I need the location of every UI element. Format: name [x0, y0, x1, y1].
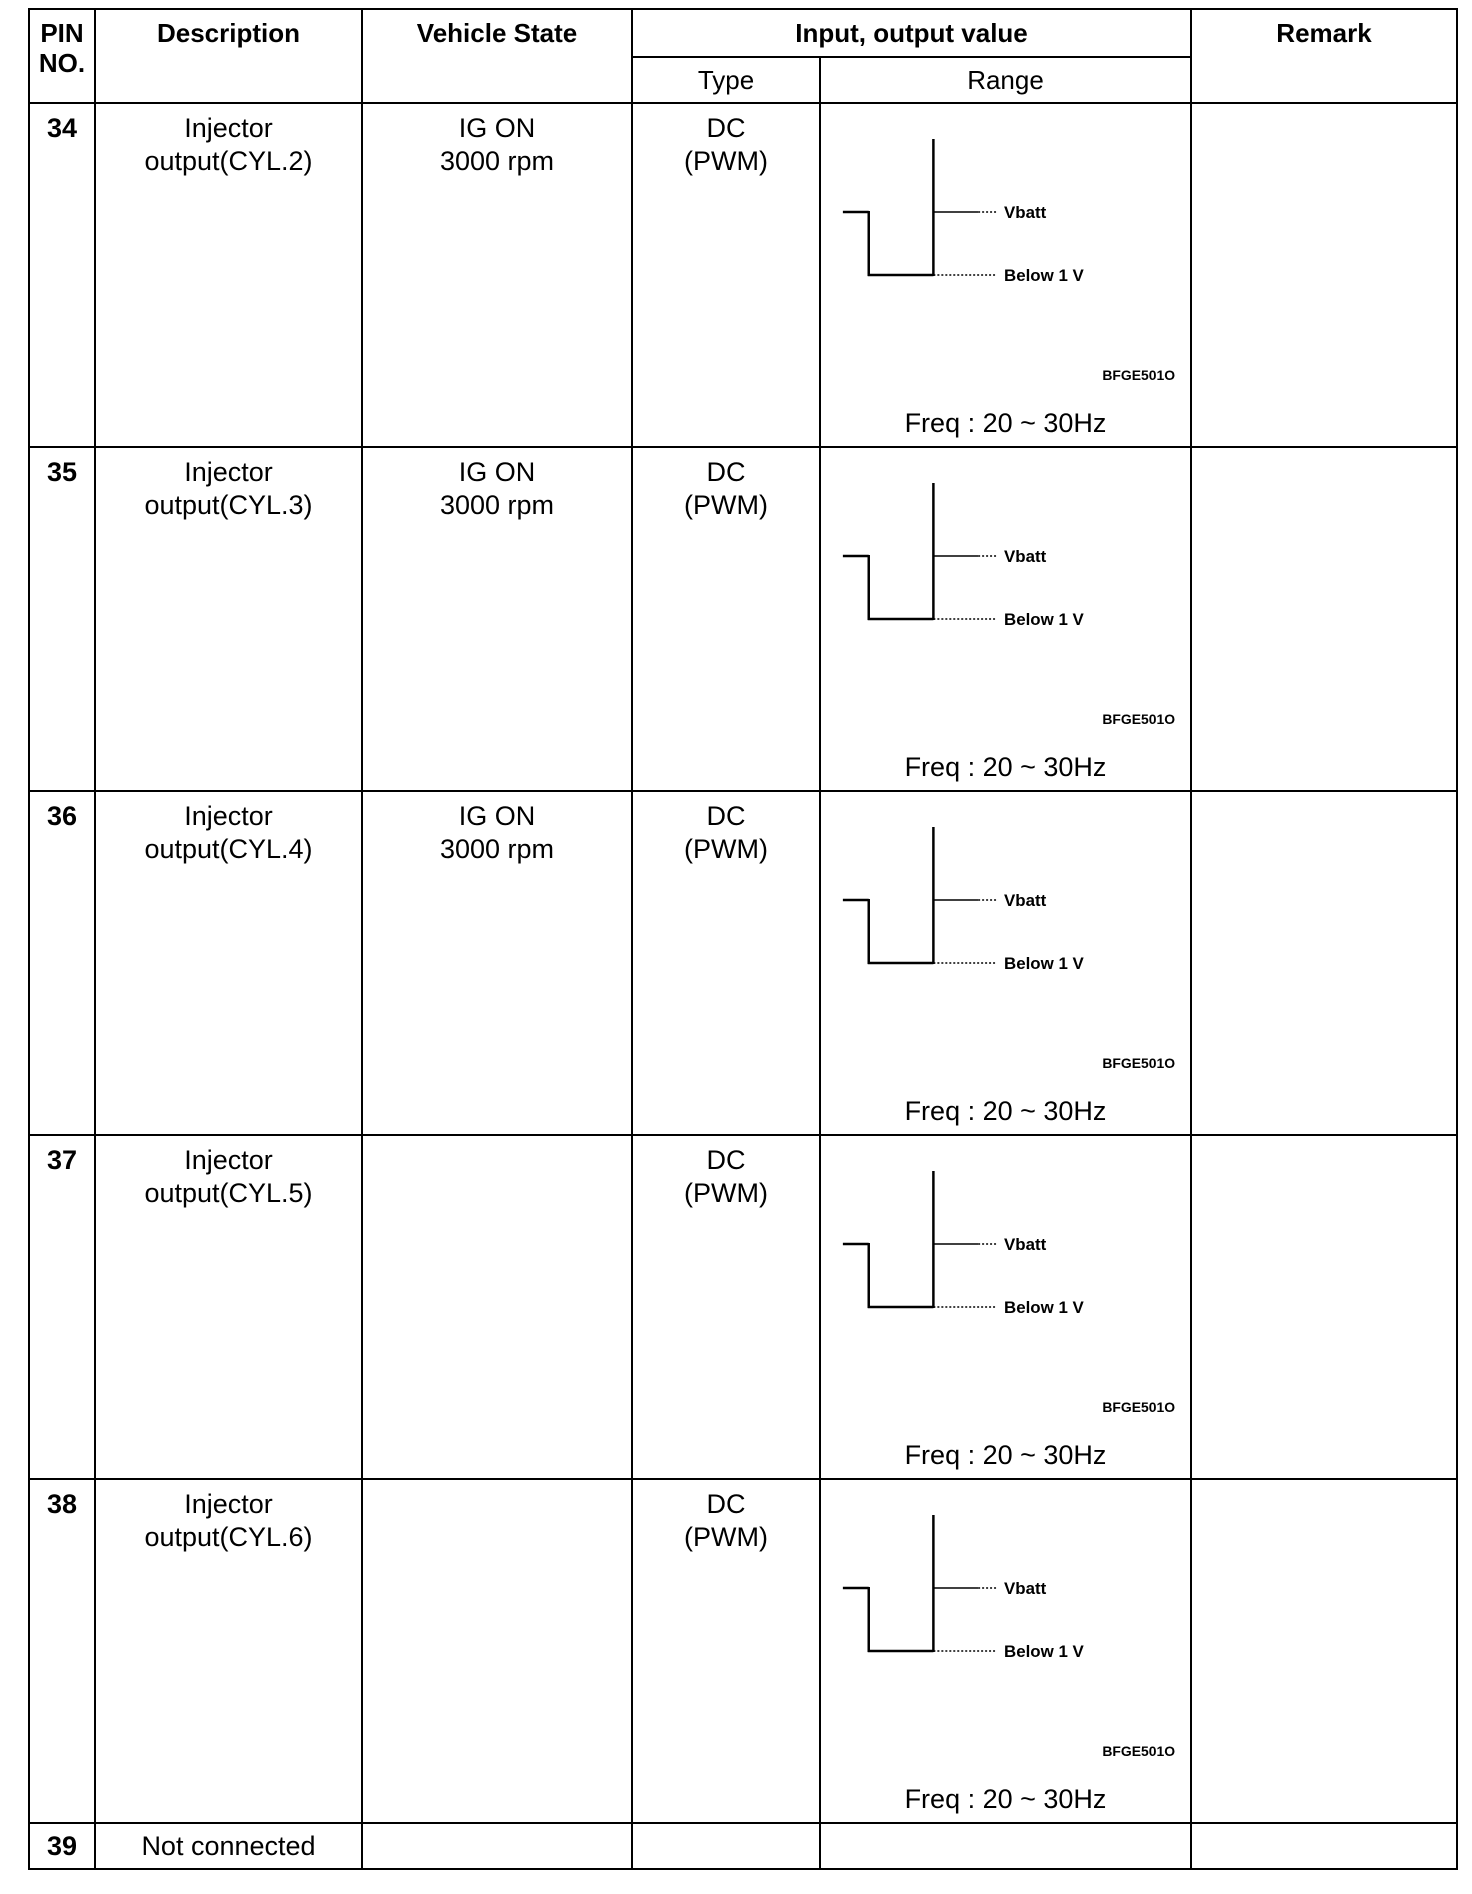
range-cell [820, 1135, 1191, 1479]
pin-number: 38 [46, 1489, 78, 1519]
description-text [96, 1480, 361, 1554]
range-cell [820, 103, 1191, 447]
description-line-1: Injector [184, 113, 273, 143]
type-line-1: DC [706, 801, 746, 831]
waveform-diagram [821, 104, 1190, 446]
description-cell [95, 791, 362, 1135]
pin-number: 37 [46, 1145, 78, 1175]
description-text [96, 792, 361, 866]
description-line-1: Injector [184, 457, 273, 487]
type-text [633, 448, 819, 522]
remark-cell [1191, 1823, 1457, 1869]
header-pin-no: PIN NO. [29, 9, 95, 103]
below-1v-label: Below 1 V [1004, 953, 1084, 974]
waveform-diagram [821, 448, 1190, 790]
figure-code-label: BFGE501O [1102, 1398, 1176, 1416]
description-cell [95, 1135, 362, 1479]
description-text [96, 104, 361, 178]
vehicle-state-cell [362, 1823, 632, 1869]
vehicle-state-line-1: IG ON [458, 801, 536, 831]
description-text: Not connected [141, 1830, 316, 1861]
table-row [29, 447, 1457, 791]
vbatt-label: Vbatt [1004, 890, 1047, 911]
type-line-2: (PWM) [684, 490, 768, 520]
frequency-text: Freq : 20 ~ 30Hz [904, 1440, 1107, 1470]
vehicle-state-text [363, 448, 631, 522]
vehicle-state-line-2: 3000 rpm [439, 490, 555, 520]
below-1v-label: Below 1 V [1004, 265, 1084, 286]
vbatt-label: Vbatt [1004, 1578, 1047, 1599]
description-line-2: output(CYL.4) [144, 834, 313, 864]
vehicle-state-cell [362, 791, 632, 1135]
description-cell [95, 103, 362, 447]
pin-number-cell [29, 1479, 95, 1823]
frequency-text: Freq : 20 ~ 30Hz [904, 408, 1107, 438]
remark-cell [1191, 447, 1457, 791]
vehicle-state-cell [362, 1135, 632, 1479]
table-row [29, 103, 1457, 447]
remark-cell [1191, 103, 1457, 447]
description-line-2: output(CYL.6) [144, 1522, 313, 1552]
remark-cell [1191, 1479, 1457, 1823]
range-cell [820, 1479, 1191, 1823]
vehicle-state-text [363, 1480, 631, 1488]
figure-code-label: BFGE501O [1102, 710, 1176, 728]
remark-text [1192, 448, 1456, 456]
vehicle-state-text [363, 792, 631, 866]
vehicle-state-text [363, 104, 631, 178]
table-row [29, 791, 1457, 1135]
vehicle-state-line-1: IG ON [458, 113, 536, 143]
type-text [633, 1480, 819, 1554]
pin-number: 35 [46, 457, 78, 487]
description-line-2: output(CYL.5) [144, 1178, 313, 1208]
vehicle-state-line-1: IG ON [458, 457, 536, 487]
vehicle-state-cell [362, 1479, 632, 1823]
header-vehicle-state: Vehicle State [362, 9, 632, 103]
description-cell [95, 1823, 362, 1869]
frequency-text: Freq : 20 ~ 30Hz [904, 1784, 1107, 1814]
below-1v-label: Below 1 V [1004, 609, 1084, 630]
frequency-text: Freq : 20 ~ 30Hz [904, 1096, 1107, 1126]
pin-number: 39 [46, 1830, 78, 1861]
vehicle-state-line-2: 3000 rpm [439, 834, 555, 864]
remark-text [1192, 1136, 1456, 1144]
type-text [633, 1136, 819, 1210]
description-line-1: Injector [184, 801, 273, 831]
waveform-diagram [821, 792, 1190, 1134]
description-line-1: Injector [184, 1145, 273, 1175]
header-type: Type [632, 57, 820, 103]
description-line-2: output(CYL.2) [144, 146, 313, 176]
type-line-2: (PWM) [684, 146, 768, 176]
type-cell [632, 1823, 820, 1869]
type-cell [632, 447, 820, 791]
pin-number-cell [29, 1135, 95, 1479]
description-cell [95, 447, 362, 791]
header-io-value: Input, output value [632, 9, 1191, 57]
below-1v-label: Below 1 V [1004, 1641, 1084, 1662]
table-row [29, 1479, 1457, 1823]
remark-text [1192, 792, 1456, 800]
type-cell [632, 1479, 820, 1823]
header-range: Range [820, 57, 1191, 103]
table-row [29, 1135, 1457, 1479]
waveform-diagram [821, 1480, 1190, 1822]
table-row [29, 1823, 1457, 1869]
description-text [96, 1136, 361, 1210]
type-line-2: (PWM) [684, 834, 768, 864]
waveform-diagram [821, 1136, 1190, 1478]
type-text [633, 792, 819, 866]
frequency-text: Freq : 20 ~ 30Hz [904, 752, 1107, 782]
vbatt-label: Vbatt [1004, 202, 1047, 223]
figure-code-label: BFGE501O [1102, 1054, 1176, 1072]
remark-text [1192, 1480, 1456, 1488]
below-1v-label: Below 1 V [1004, 1297, 1084, 1318]
range-cell [820, 1823, 1191, 1869]
pin-number-cell [29, 447, 95, 791]
vehicle-state-line-2: 3000 rpm [439, 146, 555, 176]
description-text [96, 448, 361, 522]
vbatt-label: Vbatt [1004, 1234, 1047, 1255]
remark-cell [1191, 1135, 1457, 1479]
header-description: Description [95, 9, 362, 103]
remark-text [1192, 104, 1456, 112]
type-cell [632, 791, 820, 1135]
type-text [633, 104, 819, 178]
type-line-1: DC [706, 1145, 746, 1175]
pin-number-cell [29, 103, 95, 447]
vehicle-state-text [363, 1136, 631, 1144]
type-cell [632, 1135, 820, 1479]
type-cell [632, 103, 820, 447]
type-line-1: DC [706, 457, 746, 487]
description-line-2: output(CYL.3) [144, 490, 313, 520]
type-line-1: DC [706, 1489, 746, 1519]
figure-code-label: BFGE501O [1102, 366, 1176, 384]
pin-number: 36 [46, 801, 78, 831]
vehicle-state-cell [362, 447, 632, 791]
description-cell [95, 1479, 362, 1823]
type-line-1: DC [706, 113, 746, 143]
pin-number: 34 [46, 113, 78, 143]
pin-table [28, 8, 1458, 1870]
header-remark: Remark [1191, 9, 1457, 103]
figure-code-label: BFGE501O [1102, 1742, 1176, 1760]
remark-cell [1191, 791, 1457, 1135]
range-cell [820, 791, 1191, 1135]
vehicle-state-cell [362, 103, 632, 447]
vbatt-label: Vbatt [1004, 546, 1047, 567]
pin-number-cell [29, 791, 95, 1135]
range-cell [820, 447, 1191, 791]
description-line-1: Injector [184, 1489, 273, 1519]
pin-number-cell [29, 1823, 95, 1869]
type-line-2: (PWM) [684, 1178, 768, 1208]
type-line-2: (PWM) [684, 1522, 768, 1552]
